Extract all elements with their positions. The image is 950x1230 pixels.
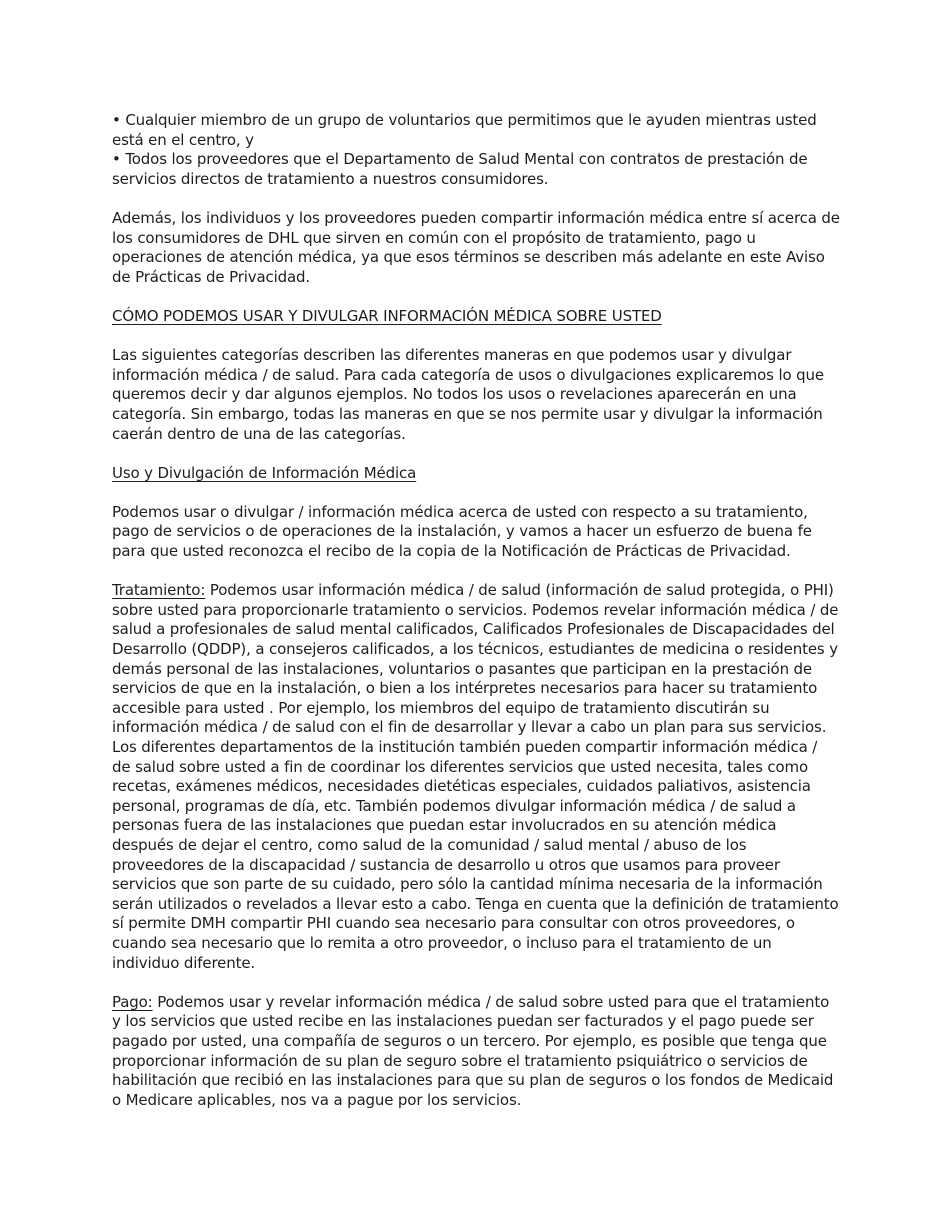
subsection-heading: Uso y Divulgación de Información Médica — [112, 463, 417, 482]
treatment-text: Podemos usar información médica / de salud (información de salud protegida, o PHI) sobre usted para proporcionarle tratamiento o servicios. Podemos revelar información médica / de salud a profesionales de salud mental calificados, Calificados Profesionales de Discapacidades del Desarrollo (QDDP), a consejeros calificados, a los técnicos, estudiantes de medicina o residentes y demás personal de las instalaciones, voluntarios o pasantes que participan en la prestación de servicios de que en la instalación, o bien a los intérpretes necesarios para hacer su tratamiento accesible para usted . Por ejemplo, los miembros del equipo de tratamiento discutirán su información médica / de salud con el fin de desarrollar y llevar a cabo un plan para sus servicios. Los diferentes departamentos de la institución también pueden compartir información médica / de salud sobre usted a fin de coordinar los diferentes servicios que usted necesita, tales como recetas, exámenes médicos, necesidades dietéticas especiales, cuidados paliativos, asistencia personal, programas de día, etc. También podemos divulgar información médica / de salud a personas fuera de las instalaciones que puedan estar involucrados en su atención médica después de dejar el centro, como salud de la comunidad / salud mental / abuso de los proveedores de la discapacidad / sustancia de desarrollo u otros que usamos para proveer servicios que son parte de su cuidado, pero sólo la cantidad mínima necesaria de la información serán utilizados o revelados a llevar esto a cabo. Tenga en cuenta que la definición de tratamiento sí permite DMH compartir PHI cuando sea necesario para consultar con otros proveedores, o cuando sea necesario que lo remita a otro proveedor, o incluso para el tratamiento de un individuo diferente. — [112, 581, 839, 972]
intro-paragraph: Además, los individuos y los proveedores pueden compartir información médica entre sí acerca de los consumidores de DHL que sirven en común con el propósito de tratamiento, pago u operaciones de atención médica, ya que esos términos se describen más adelante en este Aviso de Prácticas de Privacidad. — [112, 208, 840, 286]
treatment-label: Tratamiento: — [112, 581, 206, 600]
spacer — [112, 562, 840, 582]
payment-label: Pago: — [112, 992, 153, 1011]
spacer — [112, 444, 840, 464]
document-page — [112, 111, 840, 1110]
section-heading: CÓMO PODEMOS USAR Y DIVULGAR INFORMACIÓN MÉDICA SOBRE USTED — [112, 306, 662, 325]
section-paragraph: Las siguientes categorías describen las diferentes maneras en que podemos usar y divulgar información médica / de salud. Para cada categoría de usos o divulgaciones explicaremos lo que queremos decir y dar algunos ejemplos. No todos los usos o revelaciones aparecerán en una categoría. Sin embargo, todas las maneras en que se nos permite usar y divulgar la información caerán dentro de una de las categorías. — [112, 346, 824, 443]
subsection-paragraph: Podemos usar o divulgar / información médica acerca de usted con respecto a su tratamiento, pago de servicios o de operaciones de la instalación, y vamos a hacer un esfuerzo de buena fe para que usted reconozca el recibo de la copia de la Notificación de Prácticas de Privacidad. — [112, 502, 812, 561]
spacer — [112, 189, 840, 209]
payment-paragraph — [112, 993, 840, 1111]
treatment-paragraph — [112, 581, 840, 973]
bullet-volunteers: • Cualquier miembro de un grupo de voluntarios que permitimos que le ayuden mientras usted está en el centro, y — [112, 111, 817, 149]
spacer — [112, 327, 840, 347]
payment-text: Podemos usar y revelar información médica / de salud sobre usted para que el tratamiento y los servicios que usted recibe en las instalaciones puedan ser facturados y el pago puede ser pagado por usted, una compañía de seguros o un tercero. Por ejemplo, es posible que tenga que proporcionar información de su plan de seguro sobre el tratamiento psiquiátrico o servicios de habilitación que recibió en las instalaciones para que su plan de seguros o los fondos de Medicaid o Medicare aplicables, nos va a pague por los servicios. — [112, 992, 834, 1109]
spacer — [112, 973, 840, 993]
spacer — [112, 483, 840, 503]
spacer — [112, 287, 840, 307]
bullet-providers: • Todos los proveedores que el Departamento de Salud Mental con contratos de prestación de servicios directos de tratamiento a nuestros consumidores. — [112, 150, 808, 188]
